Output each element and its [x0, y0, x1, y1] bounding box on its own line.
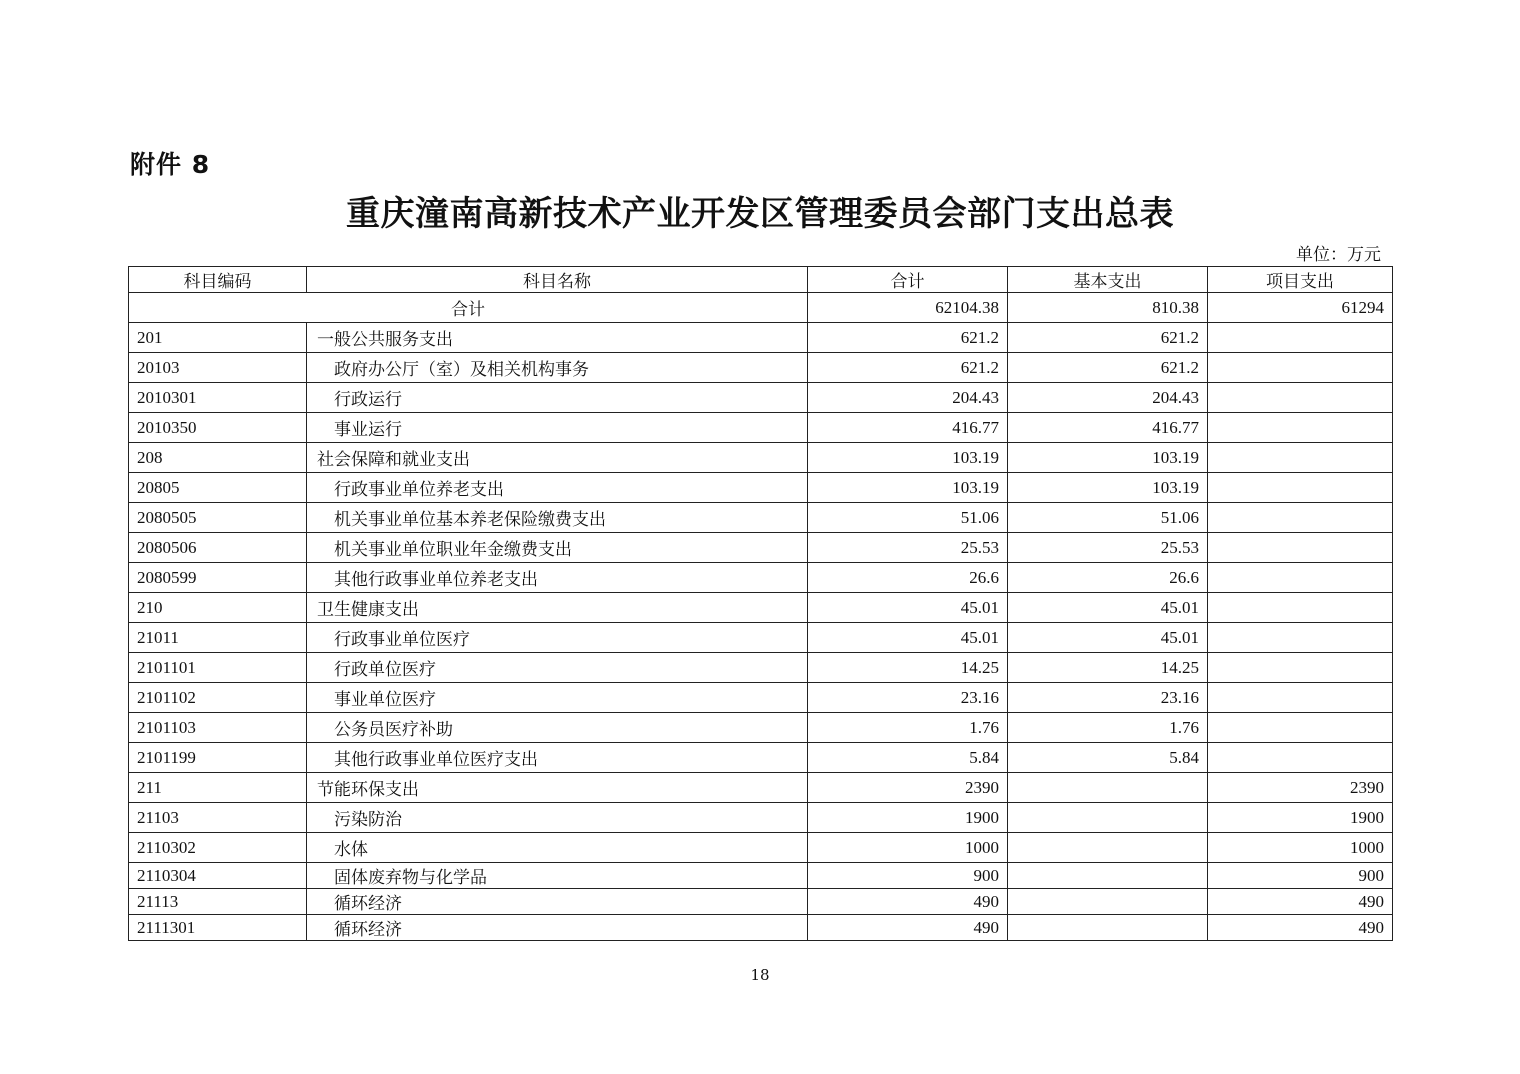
total-basic: 810.38 — [1008, 293, 1208, 323]
table-row — [129, 773, 1393, 803]
project-cell: 1900 — [1208, 803, 1393, 833]
code-cell: 2111301 — [129, 915, 307, 941]
code-cell: 21103 — [129, 803, 307, 833]
document-title: 重庆潼南高新技术产业开发区管理委员会部门支出总表 — [346, 194, 1174, 234]
total-label: 合计 — [129, 293, 808, 323]
project-cell: 490 — [1208, 889, 1393, 915]
project-cell — [1208, 533, 1393, 563]
name-cell: 行政单位医疗 — [307, 653, 808, 683]
basic-cell: 45.01 — [1008, 623, 1208, 653]
total-cell: 490 — [808, 889, 1008, 915]
name-cell: 其他行政事业单位医疗支出 — [307, 743, 808, 773]
table-row — [129, 383, 1393, 413]
total-cell: 490 — [808, 915, 1008, 941]
basic-cell: 25.53 — [1008, 533, 1208, 563]
header-name: 科目名称 — [307, 267, 808, 293]
attachment-label: 附件 8 — [130, 150, 211, 179]
code-cell: 211 — [129, 773, 307, 803]
code-cell: 2110304 — [129, 863, 307, 889]
basic-cell — [1008, 833, 1208, 863]
project-cell — [1208, 713, 1393, 743]
basic-cell — [1008, 863, 1208, 889]
project-cell — [1208, 623, 1393, 653]
code-cell: 2101103 — [129, 713, 307, 743]
table-row — [129, 503, 1393, 533]
project-cell: 1000 — [1208, 833, 1393, 863]
total-cell: 2390 — [808, 773, 1008, 803]
total-cell: 14.25 — [808, 653, 1008, 683]
name-cell: 节能环保支出 — [307, 773, 808, 803]
total-cell: 23.16 — [808, 683, 1008, 713]
basic-cell: 51.06 — [1008, 503, 1208, 533]
total-cell: 416.77 — [808, 413, 1008, 443]
project-cell — [1208, 593, 1393, 623]
unit-label: 单位：万元 — [1296, 245, 1381, 265]
table-row — [129, 563, 1393, 593]
total-cell: 1.76 — [808, 713, 1008, 743]
total-cell: 51.06 — [808, 503, 1008, 533]
project-cell: 2390 — [1208, 773, 1393, 803]
table-row — [129, 833, 1393, 863]
table-row — [129, 623, 1393, 653]
name-cell: 机关事业单位基本养老保险缴费支出 — [307, 503, 808, 533]
total-cell: 103.19 — [808, 443, 1008, 473]
name-cell: 行政运行 — [307, 383, 808, 413]
header-total: 合计 — [808, 267, 1008, 293]
total-cell: 45.01 — [808, 593, 1008, 623]
basic-cell: 103.19 — [1008, 443, 1208, 473]
basic-cell: 621.2 — [1008, 353, 1208, 383]
code-cell: 2110302 — [129, 833, 307, 863]
header-project: 项目支出 — [1208, 267, 1393, 293]
project-cell — [1208, 563, 1393, 593]
basic-cell — [1008, 915, 1208, 941]
code-cell: 201 — [129, 323, 307, 353]
name-cell: 循环经济 — [307, 915, 808, 941]
header-row — [129, 267, 1393, 293]
total-cell: 45.01 — [808, 623, 1008, 653]
basic-cell: 204.43 — [1008, 383, 1208, 413]
project-cell — [1208, 323, 1393, 353]
code-cell: 2101199 — [129, 743, 307, 773]
name-cell: 固体废弃物与化学品 — [307, 863, 808, 889]
table-header — [129, 267, 1393, 293]
expenditure-table — [128, 266, 1393, 941]
project-cell — [1208, 413, 1393, 443]
code-cell: 2080506 — [129, 533, 307, 563]
name-cell: 社会保障和就业支出 — [307, 443, 808, 473]
basic-cell: 416.77 — [1008, 413, 1208, 443]
project-cell — [1208, 503, 1393, 533]
total-cell: 103.19 — [808, 473, 1008, 503]
header-basic: 基本支出 — [1008, 267, 1208, 293]
table-row — [129, 743, 1393, 773]
basic-cell: 103.19 — [1008, 473, 1208, 503]
code-cell: 2080599 — [129, 563, 307, 593]
table-row — [129, 593, 1393, 623]
project-cell: 490 — [1208, 915, 1393, 941]
name-cell: 其他行政事业单位养老支出 — [307, 563, 808, 593]
basic-cell — [1008, 889, 1208, 915]
code-cell: 2101101 — [129, 653, 307, 683]
code-cell: 2101102 — [129, 683, 307, 713]
basic-cell: 14.25 — [1008, 653, 1208, 683]
total-cell: 5.84 — [808, 743, 1008, 773]
name-cell: 水体 — [307, 833, 808, 863]
basic-cell: 5.84 — [1008, 743, 1208, 773]
name-cell: 循环经济 — [307, 889, 808, 915]
total-cell: 1900 — [808, 803, 1008, 833]
table-row — [129, 915, 1393, 941]
basic-cell: 45.01 — [1008, 593, 1208, 623]
total-cell: 25.53 — [808, 533, 1008, 563]
name-cell: 行政事业单位养老支出 — [307, 473, 808, 503]
name-cell: 行政事业单位医疗 — [307, 623, 808, 653]
project-cell — [1208, 653, 1393, 683]
project-cell — [1208, 743, 1393, 773]
total-cell: 900 — [808, 863, 1008, 889]
basic-cell — [1008, 773, 1208, 803]
table-row — [129, 713, 1393, 743]
name-cell: 公务员医疗补助 — [307, 713, 808, 743]
total-row — [129, 293, 1393, 323]
table-row — [129, 653, 1393, 683]
code-cell: 21011 — [129, 623, 307, 653]
basic-cell — [1008, 803, 1208, 833]
name-cell: 事业单位医疗 — [307, 683, 808, 713]
header-code: 科目编码 — [129, 267, 307, 293]
table-row — [129, 863, 1393, 889]
code-cell: 20103 — [129, 353, 307, 383]
total-cell: 204.43 — [808, 383, 1008, 413]
code-cell: 2010350 — [129, 413, 307, 443]
code-cell: 208 — [129, 443, 307, 473]
table-row — [129, 323, 1393, 353]
total-sum: 62104.38 — [808, 293, 1008, 323]
name-cell: 机关事业单位职业年金缴费支出 — [307, 533, 808, 563]
basic-cell: 621.2 — [1008, 323, 1208, 353]
code-cell: 2080505 — [129, 503, 307, 533]
project-cell — [1208, 443, 1393, 473]
code-cell: 21113 — [129, 889, 307, 915]
code-cell: 20805 — [129, 473, 307, 503]
table-row — [129, 443, 1393, 473]
total-cell: 621.2 — [808, 353, 1008, 383]
table-row — [129, 533, 1393, 563]
total-cell: 1000 — [808, 833, 1008, 863]
code-cell: 2010301 — [129, 383, 307, 413]
table-body — [129, 293, 1393, 941]
project-cell — [1208, 383, 1393, 413]
table-row — [129, 889, 1393, 915]
name-cell: 事业运行 — [307, 413, 808, 443]
total-cell: 621.2 — [808, 323, 1008, 353]
project-cell — [1208, 353, 1393, 383]
project-cell — [1208, 473, 1393, 503]
basic-cell: 26.6 — [1008, 563, 1208, 593]
code-cell: 210 — [129, 593, 307, 623]
name-cell: 污染防治 — [307, 803, 808, 833]
total-cell: 26.6 — [808, 563, 1008, 593]
name-cell: 卫生健康支出 — [307, 593, 808, 623]
project-cell: 900 — [1208, 863, 1393, 889]
table-row — [129, 353, 1393, 383]
basic-cell: 1.76 — [1008, 713, 1208, 743]
name-cell: 一般公共服务支出 — [307, 323, 808, 353]
table-row — [129, 803, 1393, 833]
table-row — [129, 473, 1393, 503]
project-cell — [1208, 683, 1393, 713]
page-number: 18 — [750, 966, 770, 984]
table-row — [129, 683, 1393, 713]
total-project: 61294 — [1208, 293, 1393, 323]
name-cell: 政府办公厅（室）及相关机构事务 — [307, 353, 808, 383]
basic-cell: 23.16 — [1008, 683, 1208, 713]
table-row — [129, 413, 1393, 443]
